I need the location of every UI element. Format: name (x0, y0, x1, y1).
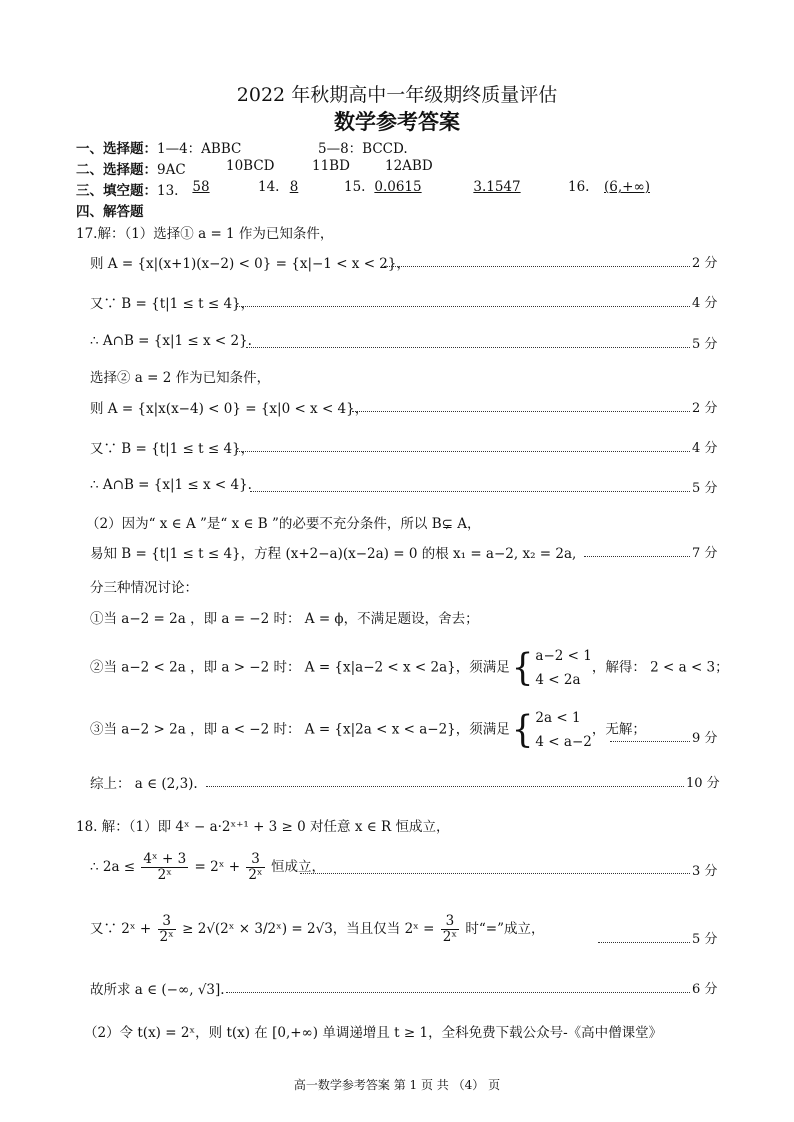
formula-text: = 2ˣ + (194, 858, 241, 875)
score: 10 分 (686, 776, 720, 791)
solution-line: ①当 a−2 = 2a ，即 a = −2 时： A = ϕ，不满足题设，舍去； (90, 611, 479, 627)
inequality: 4 < a−2 (535, 734, 592, 750)
case-text: ，无解； (591, 721, 646, 738)
score: 2 分 (692, 401, 718, 416)
fraction (246, 852, 264, 883)
solution-line: 分三种情况讨论： (90, 580, 198, 596)
score: 6 分 (692, 982, 718, 997)
answer-text: (6,+∞) (604, 179, 650, 195)
answer-text: 58 (192, 179, 210, 195)
numerator: 3 (441, 914, 459, 930)
solution-line: 综上： a ∈ (2,3). (90, 776, 198, 792)
section-label: 一、选择题： (76, 141, 157, 157)
leader-dots (226, 992, 690, 993)
solution-line: ∴ A∩B = {x|1 ≤ x < 4}. (90, 477, 252, 493)
denominator: 2ˣ (159, 928, 174, 945)
page-subtitle: 数学参考答案 (334, 109, 460, 134)
section-fill-blank (76, 179, 178, 199)
solution-line: 选择② a = 2 作为已知条件， (90, 370, 271, 386)
score: 2 分 (692, 256, 718, 271)
formula-line (90, 852, 325, 883)
brace: { (511, 646, 534, 690)
question-number: 15. (344, 179, 366, 195)
answer-text: 11BD (312, 158, 350, 174)
question-number: 14. (258, 179, 280, 195)
solution-line: （2）令 t(x) = 2ˣ，则 t(x) 在 [0,+∞) 单调递增且 t ≥ 1，全科免费下载公众号-《高中僧课堂》 (84, 1025, 663, 1041)
score: 4 分 (692, 296, 718, 311)
leader-dots (246, 347, 690, 348)
formula-text: ≥ 2√(2ˣ × 3/2ˣ) = 2√3，当且仅当 2ˣ = (182, 920, 435, 937)
fraction (141, 852, 188, 883)
formula-text: 时“=”成立， (465, 920, 545, 937)
answer-text: 10BCD (226, 158, 275, 174)
numerator: 3 (246, 852, 264, 868)
score: 5 分 (692, 337, 718, 352)
leader-dots (352, 411, 690, 412)
score: 5 分 (692, 932, 718, 947)
brace: { (511, 708, 534, 752)
answer-text: 12ABD (385, 158, 433, 174)
question-number: 13. (157, 183, 179, 199)
formula-text: 恒成立， (270, 858, 325, 875)
leader-dots (584, 556, 690, 557)
solution-line: 又∵ B = {t|1 ≤ t ≤ 4}， (90, 296, 255, 312)
inequality: 4 < 2a (535, 672, 581, 688)
answer-text: 9AC (157, 162, 186, 178)
inequality-system (535, 706, 591, 754)
denominator: 2ˣ (157, 866, 172, 883)
fraction (441, 914, 459, 945)
numerator: 4ˣ + 3 (143, 851, 187, 867)
solution-line: 则 A = {x|(x+1)(x−2) < 0} = {x|−1 < x < 2}， (90, 256, 410, 272)
leader-dots (384, 266, 690, 267)
solution-line: 18. 解：（1）即 4ˣ − a·2ˣ⁺¹ + 3 ≥ 0 对任意 x ∈ R 恒成立， (76, 819, 450, 835)
score: 5 分 (692, 481, 718, 496)
leader-dots (300, 873, 690, 874)
score: 9 分 (692, 731, 718, 746)
case-text: ，解得： 2 < a < 3； (591, 659, 729, 676)
solution-line: 则 A = {x|x(x−4) < 0} = {x|0 < x < 4}， (90, 401, 369, 417)
formula-line (90, 914, 545, 945)
answer-text: 0.0615 (374, 179, 422, 195)
leader-dots (206, 786, 684, 787)
case-text: ③当 a−2 > 2a ，即 a < −2 时： A = {x|2a < x < a−2}，须满足 (90, 721, 510, 738)
page-title: 2022 年秋期高中一年级期终质量评估 (236, 84, 558, 106)
numerator: 3 (158, 914, 176, 930)
section-label: 三、填空题： (76, 183, 157, 199)
solution-line: （2）因为“ x ∈ A ”是“ x ∈ B ”的必要不充分条件，所以 B⊊ A， (86, 516, 481, 532)
section-choice-2 (76, 158, 186, 178)
answer-text: 8 (289, 179, 299, 195)
answer-text: 5—8：BCCD. (318, 141, 408, 157)
section-label: 二、选择题： (76, 162, 157, 178)
case-text: ②当 a−2 < 2a ，即 a > −2 时： A = {x|a−2 < x < 2a}，须满足 (90, 659, 510, 676)
leader-dots (250, 491, 690, 492)
inequality: a−2 < 1 (535, 648, 592, 664)
solution-line: 易知 B = {t|1 ≤ t ≤ 4}，方程 (x+2−a)(x−2a) = 0 的根 x₁ = a−2, x₂ = 2a, (90, 546, 577, 562)
fraction (158, 914, 176, 945)
score: 7 分 (692, 546, 718, 561)
inequality: 2a < 1 (535, 710, 581, 726)
leader-dots (236, 451, 690, 452)
answer-text: 3.1547 (473, 179, 521, 195)
denominator: 2ˣ (442, 928, 458, 945)
case-3-line (90, 706, 646, 754)
formula-text: 又∵ 2ˣ + (90, 920, 152, 937)
answer-text: 1—4：ABBC (157, 141, 242, 157)
question-number: 16. (568, 179, 590, 195)
section-label: 四、解答题 (76, 204, 144, 220)
score: 4 分 (692, 441, 718, 456)
score: 3 分 (692, 864, 718, 879)
inequality-system (535, 644, 591, 692)
leader-dots (236, 306, 690, 307)
page-footer: 高一数学参考答案 第 1 页 共 （4） 页 (293, 1078, 501, 1092)
solution-line: ∴ A∩B = {x|1 ≤ x < 2}. (90, 333, 252, 349)
leader-dots (610, 741, 690, 742)
solution-line: 故所求 a ∈ (−∞, √3]. (90, 982, 225, 998)
leader-dots (598, 942, 690, 943)
formula-text: ∴ 2a ≤ (90, 858, 136, 875)
solution-line: 17.解：（1）选择① a = 1 作为已知条件， (76, 226, 334, 242)
case-2-line (90, 644, 729, 692)
section-choice-1 (76, 137, 241, 157)
solution-line: 又∵ B = {t|1 ≤ t ≤ 4}， (90, 441, 255, 457)
denominator: 2ˣ (248, 866, 263, 883)
